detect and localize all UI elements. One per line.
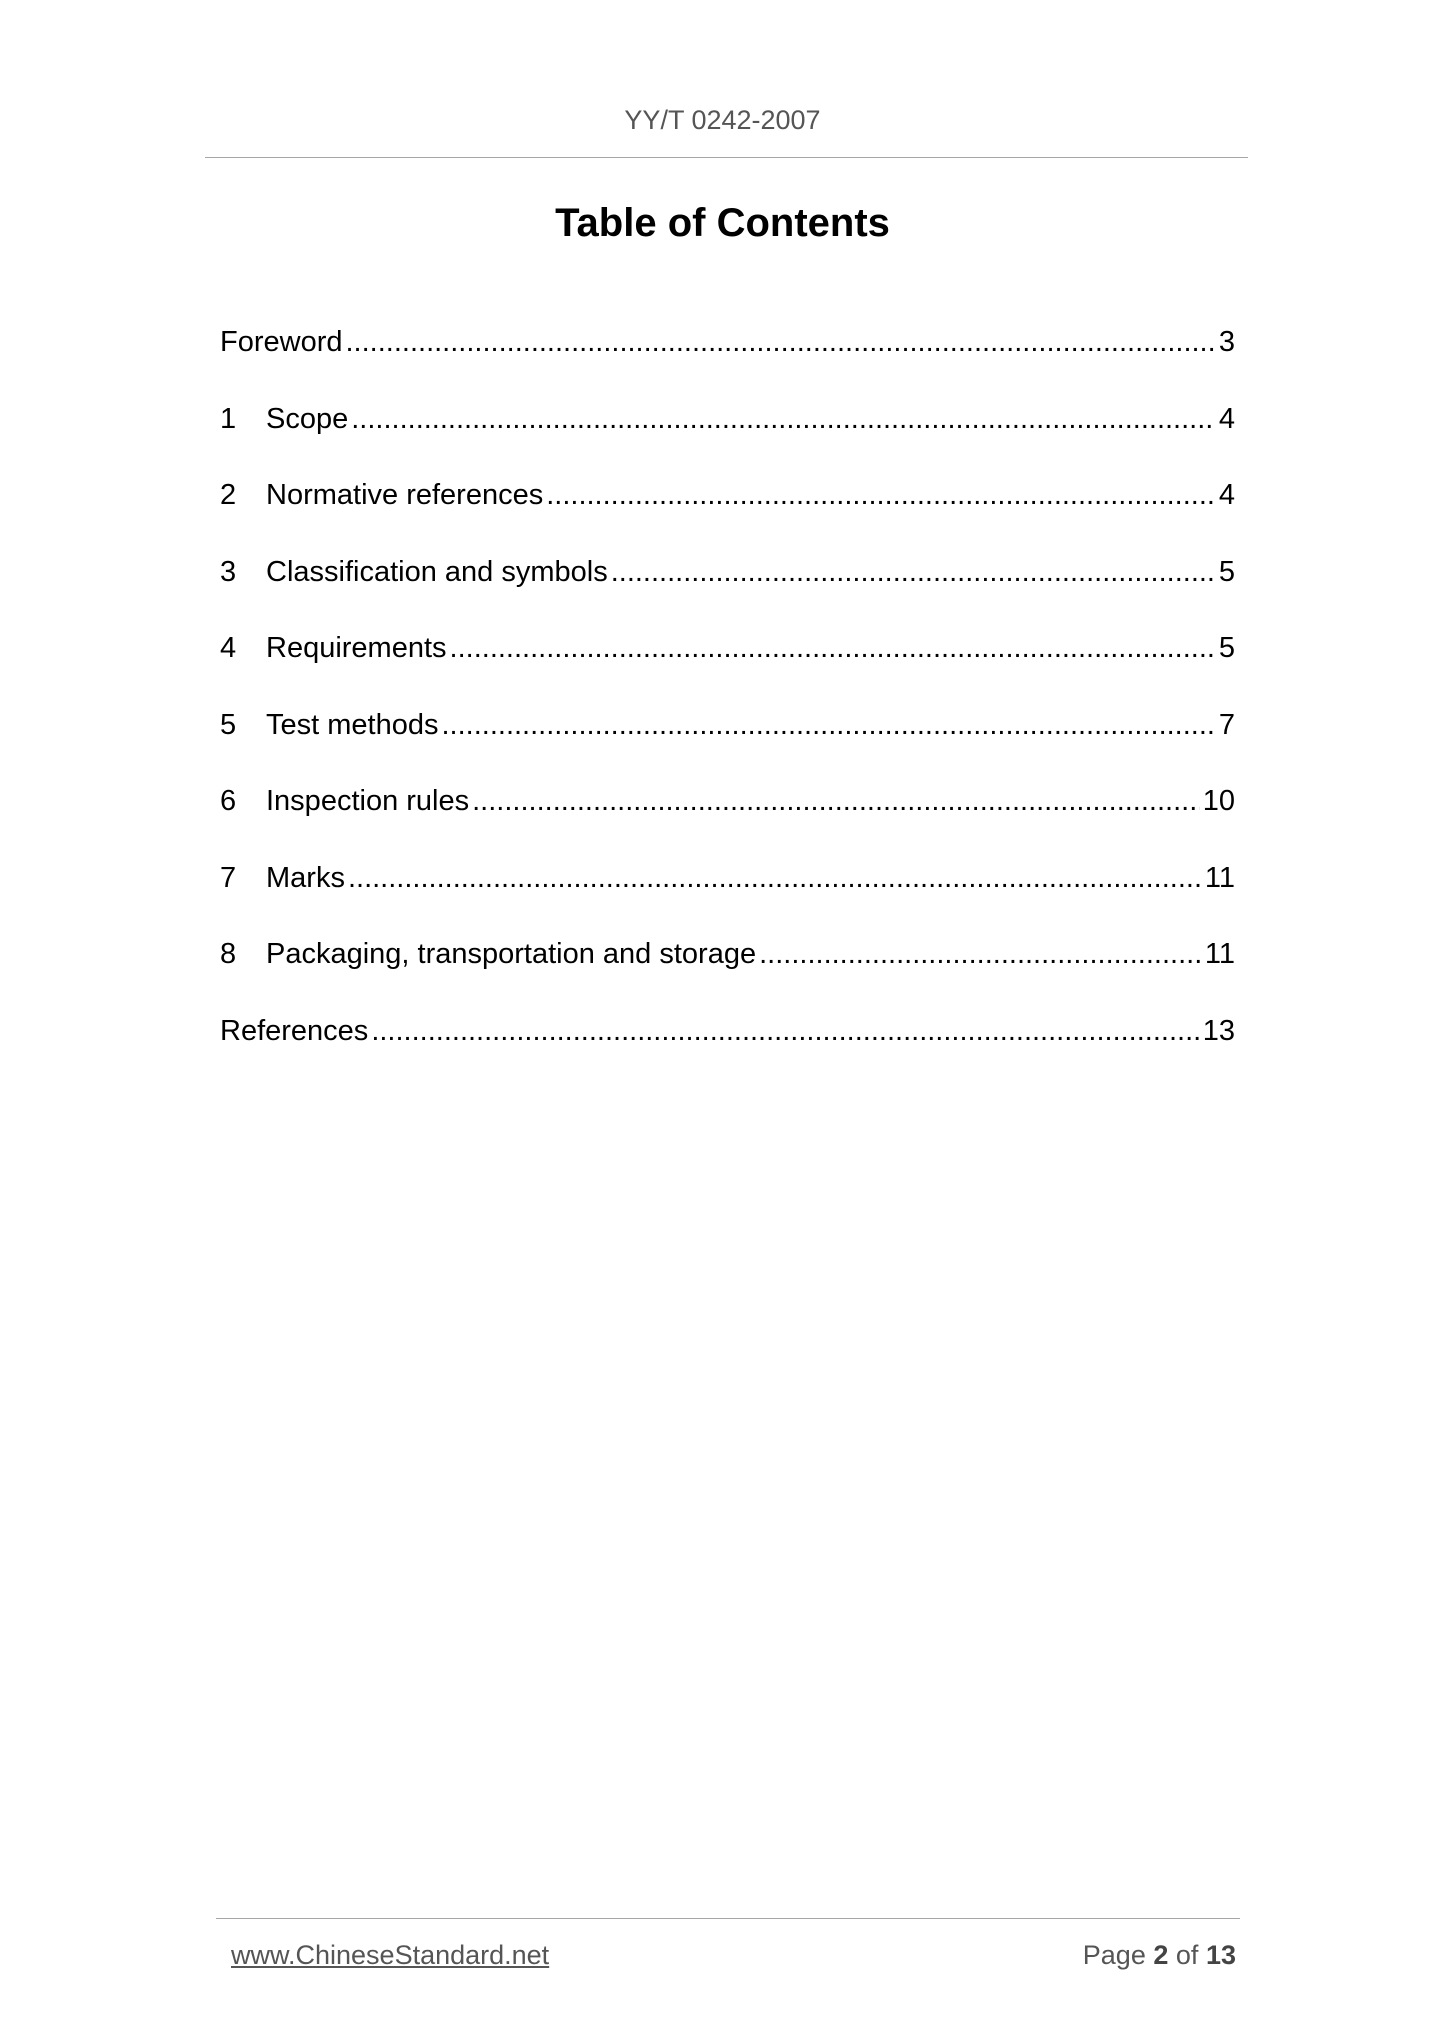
- toc-entry-marks[interactable]: [220, 856, 1235, 933]
- toc-entry-label: Requirements: [266, 632, 447, 664]
- toc-entry-label: Classification and symbols: [266, 555, 608, 588]
- page-title: Table of Contents: [555, 201, 890, 245]
- toc-entry-label: Inspection rules: [266, 785, 470, 817]
- toc-entry-page: 4: [1218, 479, 1235, 511]
- toc-entry-inspection-rules[interactable]: [220, 779, 1235, 856]
- toc-list: [220, 320, 1235, 1085]
- toc-entry-label: Foreword: [220, 326, 343, 358]
- toc-entry-normative-references[interactable]: [220, 473, 1235, 550]
- toc-entry-label: Test methods: [266, 708, 439, 741]
- toc-entry-page: 3: [1218, 326, 1235, 358]
- toc-entry-requirements[interactable]: [220, 626, 1235, 703]
- toc-dot-leader: [546, 473, 1216, 517]
- toc-entry-number: 7: [220, 861, 237, 894]
- toc-dot-leader: [441, 703, 1215, 747]
- toc-dot-leader: [348, 856, 1202, 900]
- toc-entry-foreword[interactable]: [220, 320, 1235, 397]
- toc-entry-number: 5: [220, 708, 237, 741]
- toc-entry-label: Packaging, transportation and storage: [266, 938, 757, 970]
- toc-entry-number: 8: [220, 938, 237, 970]
- toc-dot-leader: [351, 397, 1216, 441]
- toc-entry-page: 11: [1204, 861, 1235, 894]
- toc-dot-leader: [759, 932, 1202, 976]
- toc-dot-leader: [371, 1009, 1199, 1053]
- toc-entry-scope[interactable]: [220, 397, 1235, 474]
- toc-entry-number: 6: [220, 785, 237, 817]
- toc-entry-page: 13: [1202, 1014, 1235, 1047]
- page-separator: of: [1175, 1940, 1199, 1970]
- toc-entry-page: 4: [1218, 402, 1235, 435]
- toc-dot-leader: [346, 320, 1216, 364]
- toc-entry-label: Marks: [266, 861, 345, 894]
- website-link[interactable]: www.ChineseStandard.net: [231, 1940, 550, 1970]
- toc-entry-label: Normative references: [266, 479, 544, 511]
- toc-entry-number: 3: [220, 555, 237, 588]
- toc-entry-label: Scope: [266, 402, 349, 435]
- toc-entry-label: References: [220, 1014, 369, 1047]
- page-prefix: Page: [1082, 1940, 1146, 1970]
- toc-entry-packaging-transportation-storage[interactable]: [220, 932, 1235, 1009]
- toc-entry-classification-and-symbols[interactable]: [220, 550, 1235, 627]
- total-pages: 13: [1205, 1940, 1236, 1970]
- toc-entry-number: 1: [220, 402, 237, 435]
- toc-entry-number: 4: [220, 632, 237, 664]
- toc-dot-leader: [450, 626, 1216, 670]
- header-divider: [205, 157, 1248, 158]
- standard-code: YY/T 0242-2007: [624, 105, 821, 135]
- current-page: 2: [1153, 1940, 1169, 1970]
- page-number: [1083, 1940, 1236, 1971]
- toc-entry-page: 5: [1218, 555, 1235, 588]
- toc-entry-page: 7: [1218, 708, 1235, 741]
- toc-dot-leader: [611, 550, 1216, 594]
- toc-entry-page: 5: [1218, 632, 1235, 664]
- toc-entry-page: 10: [1202, 785, 1235, 817]
- toc-entry-page: 11: [1204, 938, 1235, 970]
- toc-entry-test-methods[interactable]: [220, 703, 1235, 780]
- footer-divider: [216, 1918, 1240, 1919]
- toc-entry-number: 2: [220, 479, 237, 511]
- toc-entry-references[interactable]: [220, 1009, 1235, 1086]
- toc-dot-leader: [472, 779, 1200, 823]
